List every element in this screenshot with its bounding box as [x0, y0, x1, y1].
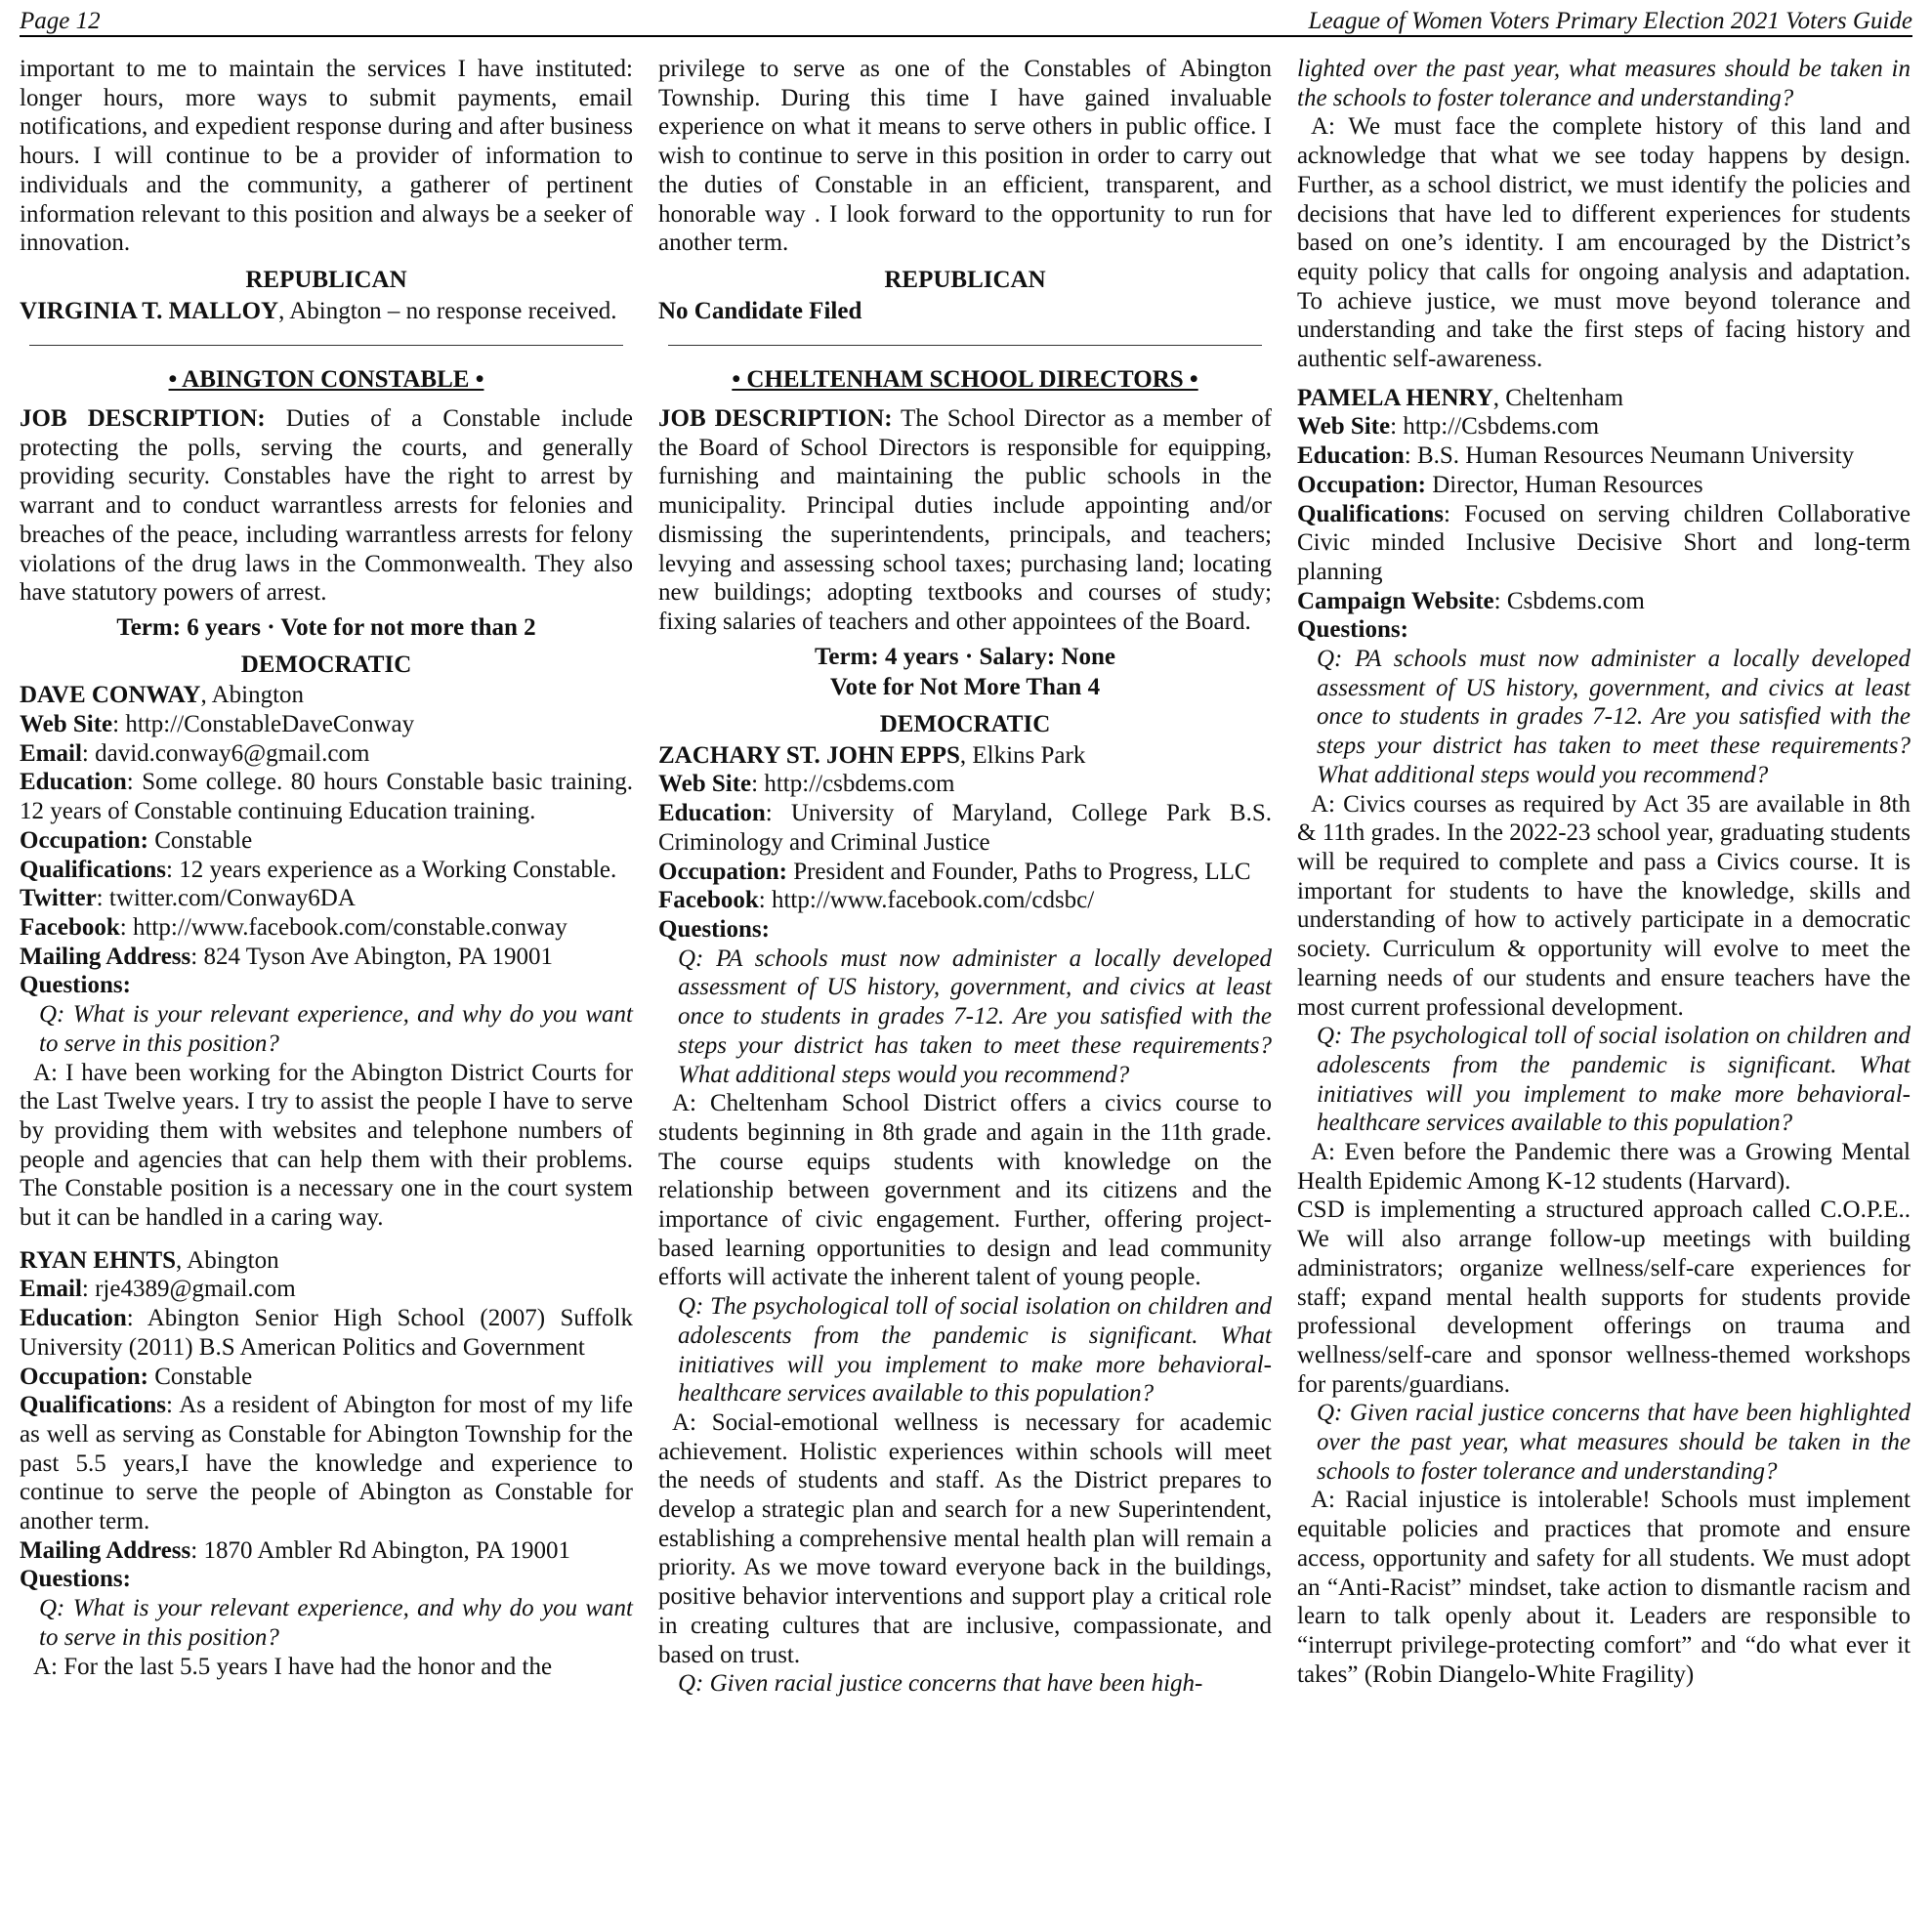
- candidate-town: , Abington: [200, 682, 305, 709]
- section-title: • CHELTENHAM SCHOOL DIRECTORS •: [732, 366, 1198, 394]
- answer: A: I have been working for the Abington District Courts for the Last Twelve years. I try to assist the people I have to serve by providing them with websites and telephone numbers of people and agencies that can help them with their problems. The Constable position is a necessary one in the court system but it can be handled in a caring way.: [20, 1059, 633, 1232]
- job-label: JOB DESCRIPTION:: [658, 405, 893, 433]
- field-label: Mailing Address: [20, 943, 191, 970]
- candidate-town: , Abington: [176, 1246, 279, 1274]
- question: Q: Given racial justice concerns that have been high-: [678, 1670, 1203, 1698]
- candidate-name: RYAN EHNTS: [20, 1246, 177, 1274]
- job-text: Duties of a Constable include protecting the polls, serving the courts, and generally providing security. Constables have the right to arrest by warrant and to conduct warrantless arrests for felonies and breaches of the peace, including warrantless arrests for felony violations of the drug laws in the Commonwealth. They also have statutory powers of arrest.: [20, 405, 634, 607]
- mailing-address-value: : 824 Tyson Ave Abington, PA 19001: [190, 943, 554, 970]
- field-label: Twitter: [20, 885, 97, 912]
- question: lighted over the past year, what measures should be taken in the schools to foster tolerance and understanding?: [1297, 56, 1911, 111]
- occupation-value: Constable: [147, 1363, 253, 1390]
- field-label: Education: [20, 1305, 127, 1332]
- field-label: Web Site: [1297, 413, 1391, 441]
- field-label: Occupation:: [1297, 471, 1426, 498]
- field-label: Web Site: [658, 771, 752, 798]
- republican-heading: REPUBLICAN: [245, 266, 407, 293]
- field-label: Email: [20, 739, 82, 767]
- answer: A: Racial injustice is intolerable! Schools must implement equitable policies and practices that promote and ensure access, opportunity and safety for all students. We must adopt an “Anti-Racist” mindset, take action to dismantle racism and learn to talk openly about it. Leaders are responsible to “interrupt privilege-protecting comfort” and “do what ever it takes” (Robin Diangelo-White Fragility): [1297, 1487, 1911, 1688]
- campaign-website-value: : Csbdems.com: [1493, 587, 1645, 614]
- answer: A: Cheltenham School District offers a civics course to students beginning in 8th grade and again in the 11th grade. The course equips students with knowledge on the relationship between government and its citizens and the importance of civic engagement. Further, offering project-based learning opportunities to design and lead community efforts will activate the inherent talent of young people.: [658, 1090, 1272, 1291]
- candidate-name: ZACHARY ST. JOHN EPPS: [658, 741, 960, 769]
- qualifications-value: : 12 years experience as a Working Constable.: [166, 856, 617, 883]
- answer: A: For the last 5.5 years I have had the honor and the: [33, 1653, 553, 1680]
- email-value: : rje4389@gmail.com: [81, 1276, 296, 1303]
- candidate-name: VIRGINIA T. MALLOY: [20, 297, 279, 324]
- qualifications-value: : As a resident of Abington for most of my life as well as serving as Constable for Abington Township for the past 5.5 years,I have the knowledge and experience to continue to serve the people of Abington as Constable for another term.: [20, 1392, 633, 1535]
- field-label: Qualifications: [1297, 500, 1445, 527]
- questions-label: Questions:: [658, 915, 770, 943]
- question: Q: Given racial justice concerns that have been highlighted over the past year, what measures should be taken in the schools to foster tolerance and understanding?: [1317, 1400, 1911, 1485]
- field-label: Education: [1297, 442, 1405, 470]
- website-link: : http://Csbdems.com: [1390, 413, 1600, 441]
- no-candidate: No Candidate Filed: [658, 297, 862, 324]
- publication-title: League of Women Voters Primary Election 2021 Voters Guide: [1308, 8, 1912, 34]
- vote-line: Vote for Not More Than 4: [829, 674, 1101, 701]
- facebook-value: : http://www.facebook.com/constable.conway: [119, 913, 567, 941]
- section-divider: [668, 345, 1262, 346]
- field-label: Qualifications: [20, 856, 167, 883]
- question: Q: The psychological toll of social isolation on children and adolescents from the pandemic is significant. What initiatives will you implement to make more behavioral-healthcare services available to this population?: [678, 1293, 1272, 1407]
- education-value: : Some college. 80 hours Constable basic training. 12 years of Constable continuing Education training.: [20, 769, 633, 825]
- education-value: : B.S. Human Resources Neumann University: [1404, 442, 1855, 470]
- field-label: Email: [20, 1276, 82, 1303]
- qualifications-value: : Focused on serving children Collaborative Civic minded Inclusive Decisive Short and long-term planning: [1297, 500, 1911, 585]
- website-link: : http://csbdems.com: [751, 771, 955, 798]
- field-label: Mailing Address: [20, 1536, 191, 1564]
- twitter-value: : twitter.com/Conway6DA: [96, 885, 356, 912]
- job-label: JOB DESCRIPTION:: [20, 405, 266, 433]
- questions-label: Questions:: [20, 972, 131, 999]
- column-3: [1297, 55, 1911, 1689]
- field-label: Education: [658, 800, 766, 827]
- job-description: [658, 404, 1272, 637]
- mailing-address-value: : 1870 Ambler Rd Abington, PA 19001: [190, 1536, 570, 1564]
- question: Q: What is your relevant experience, and why do you want to serve in this position?: [39, 1001, 633, 1057]
- website-link: : http://ConstableDaveConway: [112, 711, 415, 738]
- education-value: : University of Maryland, College Park B.S. Criminology and Criminal Justice: [658, 800, 1272, 856]
- field-label: Facebook: [20, 913, 120, 941]
- question: Q: The psychological toll of social isolation on children and adolescents from the pandemic is significant. What initiatives will you implement to make more behavioral-healthcare services available to this population?: [1317, 1023, 1911, 1137]
- occupation-value: Director, Human Resources: [1425, 471, 1703, 498]
- question: Q: PA schools must now administer a locally developed assessment of US history, government, and civics at least once to students in grades 7-12. Are you satisfied with the steps your district has taken to meet these requirements? What additional steps would you recommend?: [678, 945, 1272, 1088]
- answer: A: We must face the complete history of this land and acknowledge that what we see today happens by design. Further, as a school district, we must identify the policies and decisions that have led to different experiences for students based on one’s identity. I am encouraged by the District’s equity policy that calls for ongoing analysis and adaptation. To achieve justice, we must move beyond tolerance and understanding and take the first steps of facing history and authentic self-awareness.: [1297, 113, 1911, 373]
- field-label: Occupation:: [20, 1363, 148, 1390]
- occupation-value: Constable: [147, 826, 253, 854]
- answer-continued: CSD is implementing a structured approach called C.O.P.E.. We will also arrange follow-up meetings with building administrators; organize wellness/self-care experiences for staff; expand mental health supports for students provide professional development offerings on trauma and wellness/self-care and sponsor wellness-themed workshops for parents/guardians.: [1297, 1197, 1911, 1398]
- candidate-epps: [658, 741, 1272, 1699]
- answer: A: Even before the Pandemic there was a Growing Mental Health Epidemic Among K-12 students (Harvard).: [1297, 1139, 1911, 1195]
- candidate-name: PAMELA HENRY: [1297, 384, 1493, 411]
- candidate-town: , Cheltenham: [1492, 384, 1624, 411]
- column-2: [658, 55, 1272, 1699]
- section-title: • ABINGTON CONSTABLE •: [168, 366, 484, 394]
- candidate-henry: [1297, 384, 1911, 1690]
- email-value: : david.conway6@gmail.com: [81, 739, 370, 767]
- question: Q: What is your relevant experience, and why do you want to serve in this position?: [39, 1595, 633, 1651]
- page-number: Page 12: [20, 8, 101, 34]
- answer: A: Civics courses as required by Act 35 are available in 8th & 11th grades. In the 2022-23 school year, graduating students will be required to complete and pass a Civics course. It is important for students to have the knowledge, skills and understanding of how to actively participate in a democratic society. Curriculum & opportunity will evolve to meet the learning needs of our students and ensure teachers have the most current professional development.: [1297, 790, 1911, 1021]
- term-line: Term: 4 years · Salary: None: [814, 643, 1116, 670]
- candidate-malloy: [20, 297, 633, 326]
- facebook-value: : http://www.facebook.com/cdsbc/: [758, 887, 1095, 914]
- continued-answer: privilege to serve as one of the Constables of Abington Township. During this time I have gained invaluable experience on what it means to serve others in public office. I wish to continue to serve in this position in order to carry out the duties of Constable in an efficient, transparent, and honorable way . I look forward to the opportunity to run for another term.: [658, 56, 1272, 257]
- candidate-ehnts: [20, 1246, 633, 1682]
- field-label: Education: [20, 769, 127, 796]
- questions-label: Questions:: [1297, 616, 1408, 644]
- answer: A: Social-emotional wellness is necessary for academic achievement. Holistic experiences within schools will meet the needs of students and staff. As the District prepares to develop a strategic plan and search for a new Superintendent, establishing a comprehensive mental health plan will remain a priority. As we move toward everyone back in the buildings, positive behavior interventions and support play a critical role in creating cultures that are inclusive, compassionate, and based on trust.: [658, 1408, 1272, 1668]
- candidate-town: , Elkins Park: [959, 741, 1086, 769]
- candidate-note: , Abington – no response received.: [278, 297, 617, 324]
- democratic-heading: DEMOCRATIC: [240, 651, 412, 678]
- education-value: : Abington Senior High School (2007) Suffolk University (2011) B.S American Politics and Government: [20, 1305, 633, 1361]
- candidate-conway: [20, 681, 633, 1232]
- field-label: Campaign Website: [1297, 587, 1494, 614]
- candidate-name: DAVE CONWAY: [20, 682, 201, 709]
- question: Q: PA schools must now administer a locally developed assessment of US history, government, and civics at least once to students in grades 7-12. Are you satisfied with the steps your district has taken to meet these requirements? What additional steps would you recommend?: [1317, 646, 1911, 788]
- field-label: Occupation:: [20, 826, 148, 854]
- job-description: [20, 404, 633, 608]
- continued-answer: important to me to maintain the services I have instituted: longer hours, more ways to submit payments, email notifications, and expedient response during and after business hours. I will continue to be a provider of information to individuals and the community, a gatherer of pertinent information relevant to this position and always be a seeker of innovation.: [20, 56, 633, 257]
- democratic-heading: DEMOCRATIC: [879, 711, 1051, 738]
- column-1: [20, 55, 633, 1681]
- field-label: Facebook: [658, 887, 759, 914]
- page-header: [20, 6, 1912, 37]
- occupation-value: President and Founder, Paths to Progress, LLC: [786, 858, 1251, 885]
- section-divider: [29, 345, 623, 346]
- field-label: Web Site: [20, 711, 113, 738]
- field-label: Qualifications: [20, 1392, 167, 1419]
- questions-label: Questions:: [20, 1566, 131, 1593]
- term-line: Term: 6 years · Vote for not more than 2: [116, 613, 536, 641]
- republican-heading: REPUBLICAN: [884, 266, 1046, 293]
- job-text: The School Director as a member of the Board of School Directors is responsible for equipping, furnishing and maintaining the public schools in the municipality. Principal duties include appointing and/or dismissing the superintendents, principals, and teachers; levying and assessing school taxes; purchasing land; locating new buildings; adopting textbooks and courses of study; fixing salaries of teachers and other appointees of the Board.: [658, 405, 1272, 635]
- field-label: Occupation:: [658, 858, 787, 885]
